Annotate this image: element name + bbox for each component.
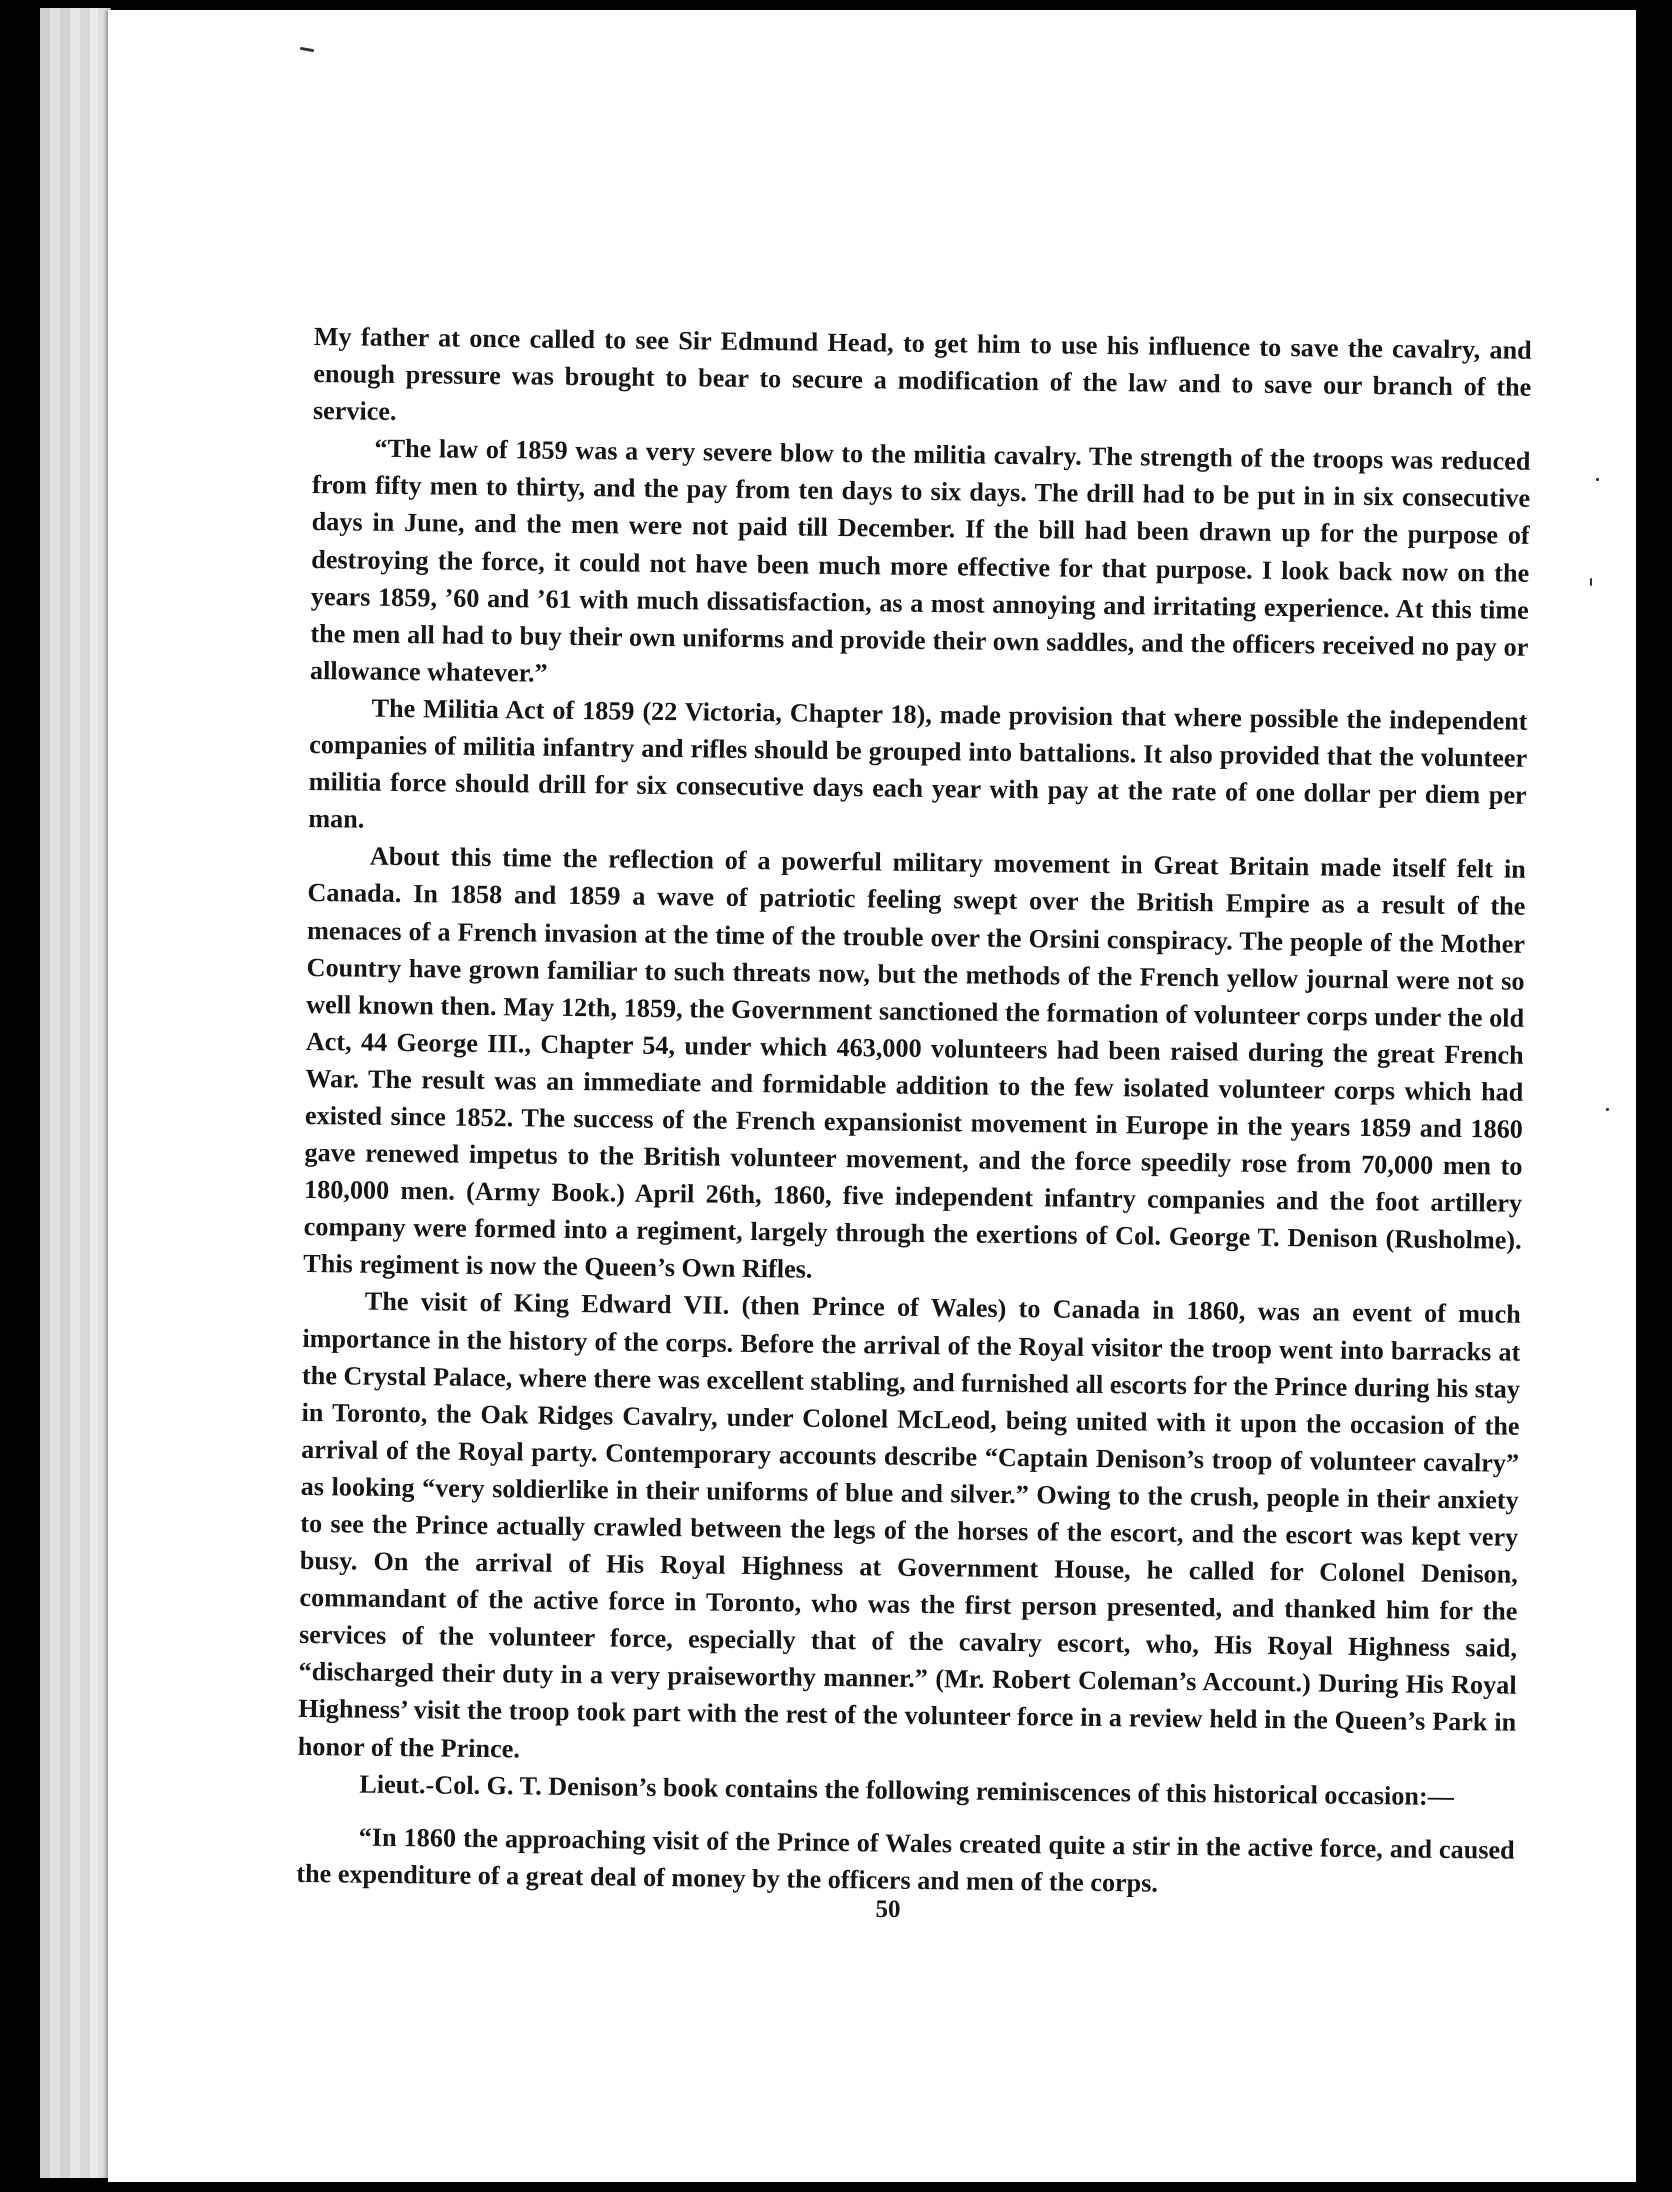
quoted-paragraph: “In 1860 the approaching visit of the Prince of Wales created quite a stir in the active force, and caused the expenditure of a great deal of money by the officers and men of the corps. <box>296 1822 1515 1898</box>
page-number: 50 <box>875 1896 901 1923</box>
scan-speck <box>300 47 314 52</box>
paragraph: The visit of King Edward VII. (then Prince of Wales) to Canada in 1860, was an event of much importance in the history of the corps. Before the arrival of the Royal visitor the troop went into barracks at the Crystal Palace, where there was excellent stabling, and furnished all escorts for the Prince during his stay in Toronto, the Oak Ridges Cavalry, under Colonel McLeod, being united with it upon the occasion of the arrival of the Royal party. Contemporary accounts describe “Captain Denison’s troop of volunteer cavalry” as looking “very soldierlike in their uniforms of blue and silver.” Owing to the crush, people in their anxiety to see the Prince actually crawled between the legs of the horses of the escort, and the escort was kept very busy. On the arrival of His Royal Highness at Government House, he called for Colonel Denison, commandant of the active force in Toronto, who was the first person presented, and thanked him for the services of the volunteer force, especially that of the cavalry escort, who, His Royal Highness said, “discharged their duty in a very praiseworthy manner.” (Mr. Robert Coleman’s Account.) During His Royal Highness’ visit the troop took part with the rest of the volunteer force in a review held in the Queen’s Park in honor of the Prince. <box>297 1287 1521 1763</box>
paragraph: My father at once called to see Sir Edmund Head, to get him to use his influence to save the cavalry, and enough pressure was brought to bear to secure a modification of the law and to save our branch of the service. <box>312 321 1532 427</box>
body-text <box>296 318 1532 1906</box>
paragraph: About this time the reflection of a powerful military movement in Great Britain made itself felt in Canada. In 1858 and 1859 a wave of patriotic feeling swept over the British Empire as a result of the menaces of a French invasion at the time of the trouble over the Orsini conspiracy. The people of the Mother Country have grown familiar to such threats now, but the methods of the French yellow journal were not so well known then. May 12th, 1859, the Government sanctioned the formation of volunteer corps under the old Act, 44 George III., Chapter 54, under which 463,000 volunteers had been raised during the great French War. The result was an immediate and formidable addition to the few isolated volunteer corps which had existed since 1852. The success of the French expansionist movement in Europe in the years 1859 and 1860 gave renewed impetus to the British volunteer movement, and the force speedily rose from 70,000 men to 180,000 men. (Army Book.) April 26th, 1860, five independent infantry companies and the foot artillery company were formed into a regiment, largely through the exertions of Col. George T. Denison (Rusholme). This regiment is now the Queen’s Own Rifles. <box>303 841 1526 1285</box>
paragraph: The Militia Act of 1859 (22 Victoria, Chapter 18), made provision that where possible the independent companies of militia infantry and rifles should be grouped into battalions. It also provided that the volunteer militia force should drill for six consecutive days each year with pay at the rate of one dollar per diem per man. <box>308 693 1528 834</box>
scan-speck <box>1590 578 1592 586</box>
paragraph: “The law of 1859 was a very severe blow to the militia cavalry. The strength of the troops was reduced from fifty men to thirty, and the pay from ten days to six days. The drill had to be put in in six consecutive days in June, and the men were not paid till December. If the bill had been drawn up for the purpose of destroying the force, it could not have been much more effective for that purpose. I look back now on the years 1859, ’60 and ’61 with much dissatisfaction, as a most annoying and irritating experience. At this time the men all had to buy their own uniforms and provide their own saddles, and the officers received no pay or allowance whatever.” <box>309 433 1531 688</box>
scan-speck <box>1596 478 1599 481</box>
scan-speck <box>1606 1108 1609 1111</box>
paragraph: Lieut.-Col. G. T. Denison’s book contains the following reminiscences of this historical occasion:— <box>359 1769 1455 1811</box>
